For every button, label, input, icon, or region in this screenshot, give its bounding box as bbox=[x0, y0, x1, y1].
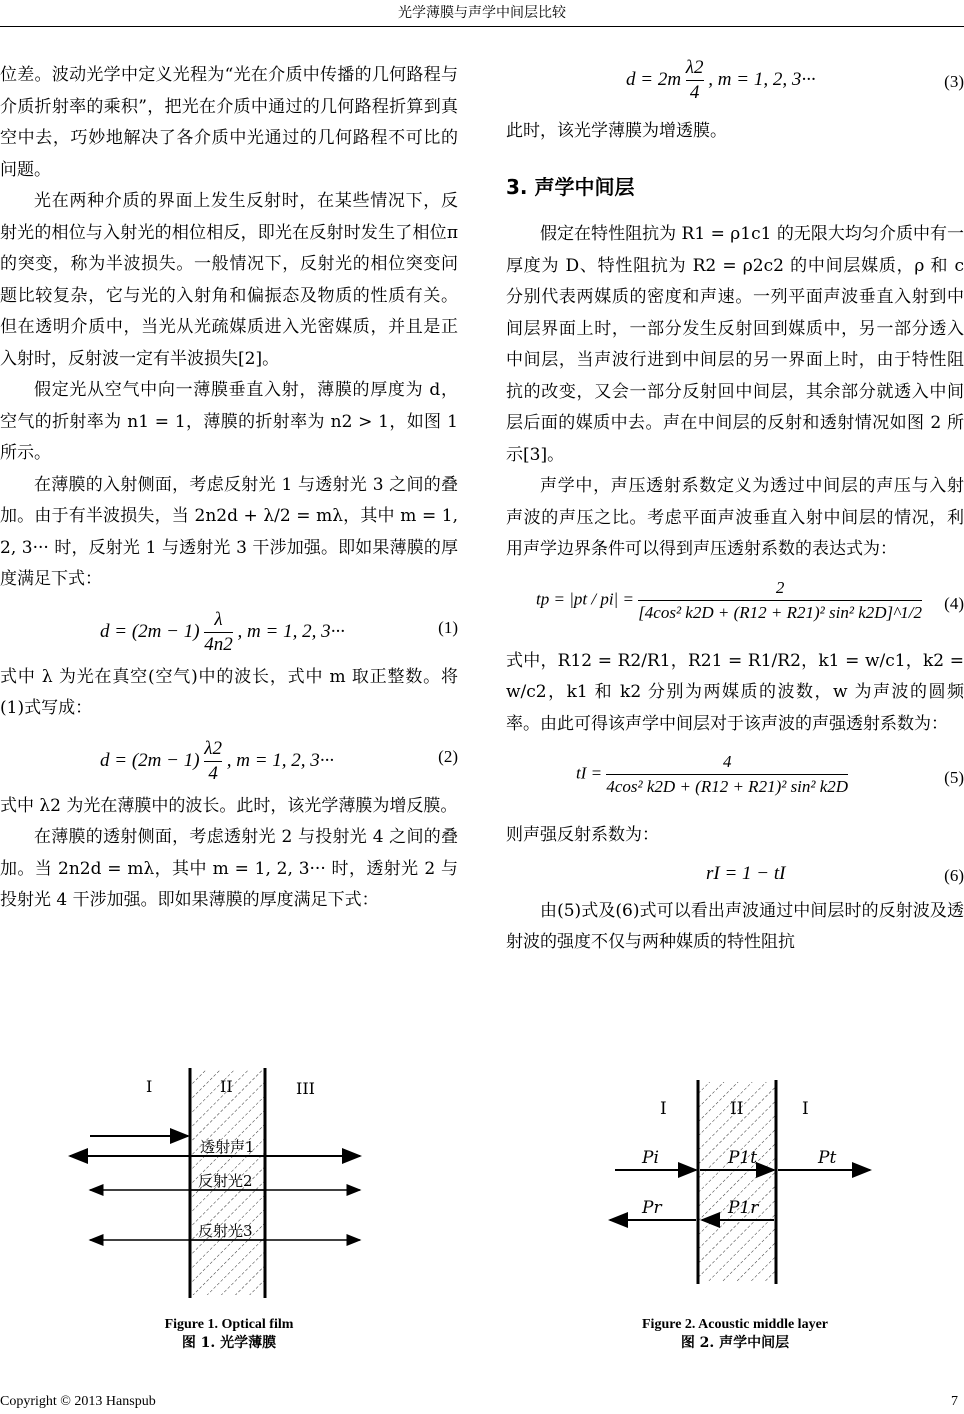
beam-label: 反射光3 bbox=[198, 1222, 253, 1240]
paragraph: 位差。波动光学中定义光程为“光在介质中传播的几何路程与介质折射率的乘积”，把光在介质中通过的几何路程折算到真空中去，巧妙地解决了各介质中光通过的几何路程不可比的问题。 bbox=[0, 65, 458, 180]
eq-denominator: 4 bbox=[204, 761, 222, 786]
wave-label: P1r bbox=[728, 1198, 759, 1218]
eq-fraction bbox=[638, 576, 922, 625]
eq-fraction bbox=[686, 56, 704, 105]
eq-numerator: λ bbox=[214, 608, 223, 630]
equation-6 bbox=[506, 852, 964, 896]
page-number: 7 bbox=[951, 1394, 958, 1409]
eq-fraction bbox=[204, 608, 233, 657]
eq-lhs: d = 2m bbox=[626, 68, 682, 90]
paragraph: 在薄膜的透射侧面，考虑透射光 2 与投射光 4 之间的叠加。当 2n2d = mλ，其中 m = 1, 2, 3··· 时，透射光 2 与投射光 4 干涉加强。即如果薄膜的厚度满足下式： bbox=[0, 827, 458, 910]
beam-label: 透射声1 bbox=[200, 1138, 255, 1156]
equation-4 bbox=[506, 566, 964, 646]
eq-number: (3) bbox=[944, 72, 964, 91]
eq-rhs: , m = 1, 2, 3··· bbox=[708, 68, 816, 90]
eq-number: (4) bbox=[944, 593, 964, 613]
eq-fraction bbox=[606, 750, 848, 799]
region-label: I bbox=[146, 1077, 153, 1096]
region-label: III bbox=[296, 1079, 315, 1098]
eq-numerator: λ2 bbox=[204, 737, 223, 759]
left-column bbox=[0, 60, 458, 917]
paragraph: 光在两种介质的界面上发生反射时，在某些情况下，反射光的相位与入射光的相位相反，即光在反射时发生了相位π的突变，称为半波损失。一般情况下，反射光的相位突变问题比较复杂，它与光的入射角和偏振态及物质的性质有关。但在透明介质中，当光从光疏媒质进入光密媒质，并且是正入射时，反射波一定有半波损失[2]。 bbox=[0, 191, 458, 369]
paragraph: 式中，R12 = R2/R1，R21 = R1/R2，k1 = w/c1，k2 = w/c2，k1 和 k2 分别为两媒质的波数，w 为声波的圆频率。由此可得该声学中间层对于该声波的声强透射系数为： bbox=[506, 650, 964, 734]
wave-label: Pi bbox=[642, 1148, 659, 1168]
eq-rhs: , m = 1, 2, 3··· bbox=[237, 620, 345, 642]
equation-5 bbox=[506, 740, 964, 820]
equation-2 bbox=[0, 725, 458, 791]
caption-en: Figure 1. Optical film bbox=[164, 1317, 294, 1332]
eq-lhs: tI = bbox=[576, 763, 603, 783]
paragraph: 假定在特性阻抗为 R1 = ρ1c1 的无限大均匀介质中有一厚度为 D、特性阻抗为 R2 = ρ2c2 的中间层媒质，ρ 和 c 分别代表两媒质的密度和声速。一列平面声波垂直入射到中间层界面上时，一部分发生反射回到媒质中，另一部分透入中间层，当声波行进到中间层的另一界面上时，由于特性阻抗的改变，又会一部分反射回中间层，其余部分就透入中间层后面的媒质中去。声在中间层的反射和透射情况如图 2 所示[3]。 bbox=[506, 224, 964, 465]
figure-1-optical-film bbox=[60, 1060, 460, 1300]
wave-label: Pr bbox=[642, 1198, 662, 1218]
figure-2-acoustic-layer bbox=[580, 1070, 910, 1290]
region-label: I bbox=[660, 1099, 667, 1119]
eq-number: (5) bbox=[944, 768, 964, 787]
section-heading: 3. 声学中间层 bbox=[506, 174, 635, 199]
eq-numerator: 2 bbox=[775, 577, 785, 597]
caption-zh: 图 2. 声学中间层 bbox=[680, 1335, 790, 1351]
region-label: I bbox=[802, 1099, 809, 1119]
eq-lhs: tp = |pt / pi| = bbox=[536, 588, 634, 608]
beam-label: 反射光2 bbox=[198, 1172, 253, 1190]
eq-numerator: 4 bbox=[722, 752, 732, 771]
eq-body: rI = 1 − tI bbox=[706, 862, 786, 884]
header-rule bbox=[0, 26, 964, 27]
eq-denominator: 4 bbox=[686, 80, 704, 105]
eq-rhs: , m = 1, 2, 3··· bbox=[226, 749, 335, 771]
caption-en: Figure 2. Acoustic middle layer bbox=[642, 1317, 828, 1332]
paragraph: 假定光从空气中向一薄膜垂直入射，薄膜的厚度为 d，空气的折射率为 n1 = 1，薄膜的折射率为 n2 > 1，如图 1 所示。 bbox=[0, 380, 458, 463]
eq-numerator: λ2 bbox=[685, 57, 704, 78]
figure-2-caption bbox=[506, 1316, 964, 1352]
copyright: Copyright © 2013 Hanspub bbox=[0, 1394, 156, 1409]
paragraph: 则声强反射系数为： bbox=[506, 825, 659, 845]
eq-lhs: d = (2m − 1) bbox=[100, 749, 200, 771]
eq-number: (2) bbox=[438, 746, 458, 766]
wave-label: Pt bbox=[818, 1148, 837, 1168]
region-label: II bbox=[220, 1077, 233, 1096]
paragraph: 式中 λ2 为光在薄膜中的波长。此时，该光学薄膜为增反膜。 bbox=[0, 795, 458, 816]
equation-1 bbox=[0, 596, 458, 662]
paragraph: 由(5)式及(6)式可以看出声波通过中间层时的反射波及透射波的强度不仅与两种媒质的特性阻抗 bbox=[506, 900, 964, 952]
wave-label: P1t bbox=[728, 1148, 758, 1168]
paragraph: 式中 λ 为光在真空(空气)中的波长，式中 m 取正整数。将(1)式写成： bbox=[0, 666, 458, 718]
equation-3 bbox=[506, 50, 964, 116]
eq-denominator: 4cos² k2D + (R12 + R21)² sin² k2D bbox=[606, 774, 848, 799]
paragraph: 声学中，声压透射系数定义为透过中间层的声压与入射声波的声压之比。考虑平面声波垂直入射中间层的情况，利用声学边界条件可以得到声压透射系数的表达式为： bbox=[506, 476, 964, 559]
figure-1-caption bbox=[0, 1316, 458, 1352]
eq-denominator: [4cos² k2D + (R12 + R21)² sin² k2D]^1/2 bbox=[638, 600, 922, 625]
paragraph: 此时，该光学薄膜为增透膜。 bbox=[506, 121, 727, 141]
region-label: II bbox=[730, 1099, 744, 1119]
eq-number: (6) bbox=[944, 865, 964, 885]
eq-lhs: d = (2m − 1) bbox=[100, 620, 200, 642]
running-header: 光学薄膜与声学中间层比较 bbox=[398, 5, 566, 21]
right-column bbox=[506, 50, 964, 959]
eq-fraction bbox=[204, 737, 222, 786]
eq-denominator: 4n2 bbox=[204, 633, 233, 655]
eq-number: (1) bbox=[438, 617, 458, 637]
caption-zh: 图 1. 光学薄膜 bbox=[181, 1335, 277, 1351]
paragraph: 在薄膜的入射侧面，考虑反射光 1 与透射光 3 之间的叠加。由于有半波损失，当 2n2d + λ/2 = mλ，其中 m = 1, 2, 3··· 时，反射光 1 与透射光 3 干涉加强。即如果薄膜的厚度满足下式： bbox=[0, 474, 458, 589]
